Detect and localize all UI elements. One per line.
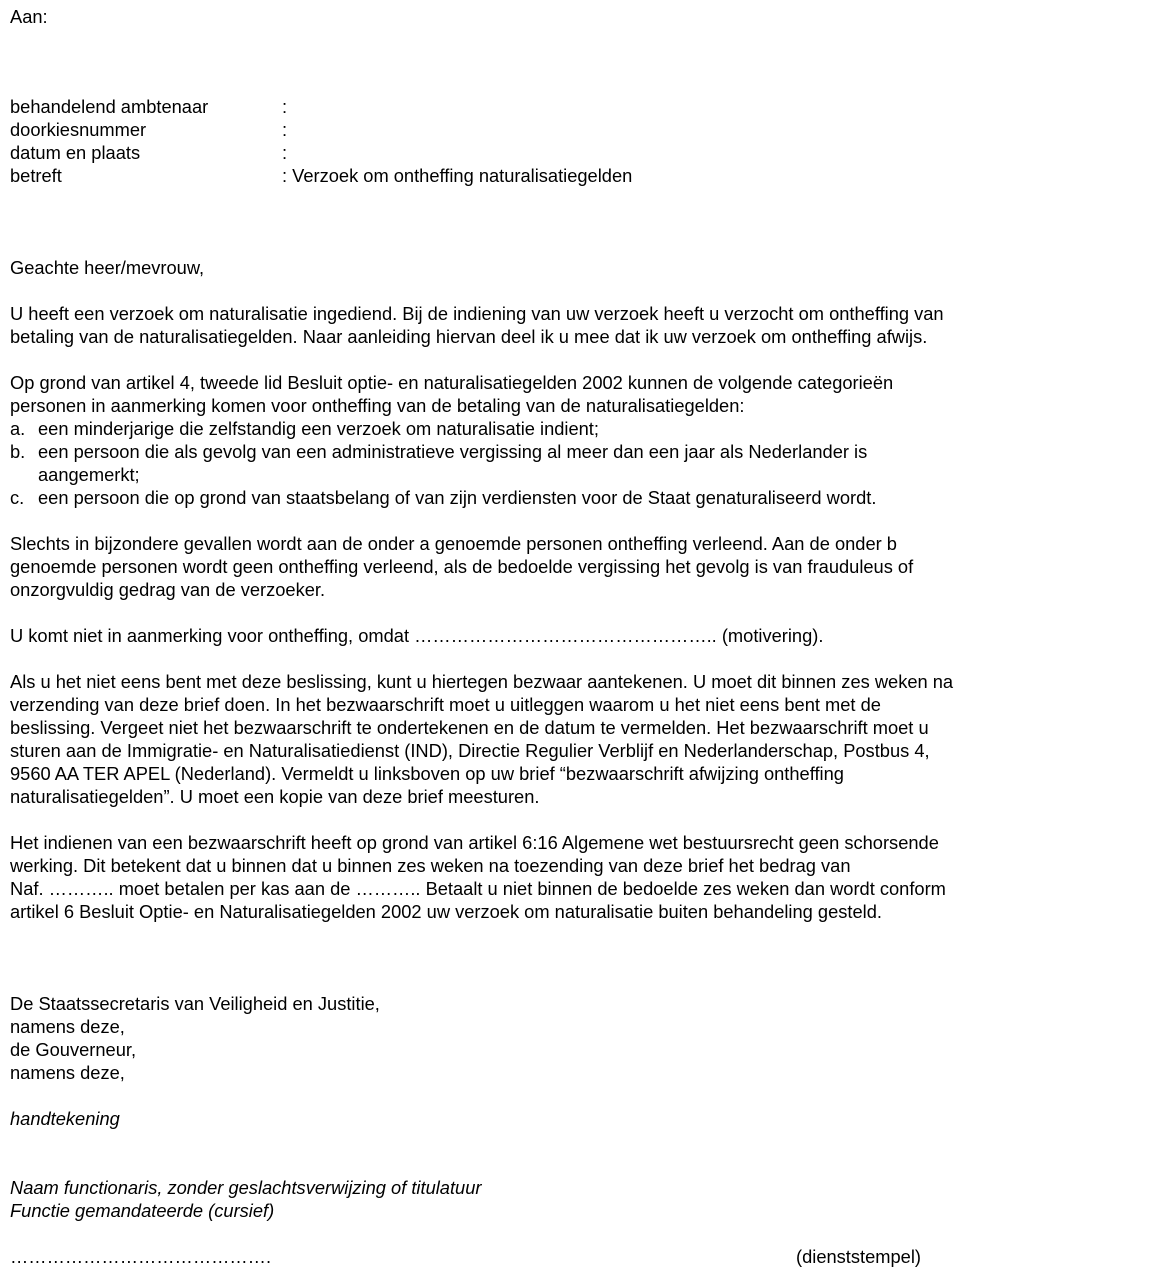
- list-letter-a: a.: [10, 418, 26, 439]
- para6-line: Naf. ……….. moet betalen per kas aan de ……….. Betaalt u niet binnen de bedoelde zes weken dan wordt conform: [10, 878, 946, 899]
- para6-line: artikel 6 Besluit Optie- en Naturalisatiegelden 2002 uw verzoek om naturalisatie buiten behandeling gesteld.: [10, 901, 882, 922]
- field-label-doorkiesnummer: doorkiesnummer: [10, 119, 147, 140]
- field-label-behandelend: behandelend ambtenaar: [10, 96, 209, 117]
- closing-line: de Gouverneur,: [10, 1039, 137, 1060]
- para2-line: Op grond van artikel 4, tweede lid Besluit optie- en naturalisatiegelden 2002 kunnen de volgende categorieën: [10, 372, 894, 393]
- signature-line: …………………………………….: [10, 1246, 272, 1267]
- list-item-a: een minderjarige die zelfstandig een verzoek om naturalisatie indient;: [38, 418, 599, 439]
- signature-placeholder: handtekening: [10, 1108, 120, 1129]
- para1-line: U heeft een verzoek om naturalisatie ingediend. Bij de indiening van uw verzoek heeft u verzocht om ontheffing van: [10, 303, 944, 324]
- service-stamp: (dienststempel): [796, 1246, 921, 1267]
- field-value-behandelend: :: [282, 96, 288, 117]
- para2-line: personen in aanmerking komen voor ontheffing van de betaling van de naturalisatiegelden:: [10, 395, 745, 416]
- para5-line: Als u het niet eens bent met deze beslissing, kunt u hiertegen bezwaar aantekenen. U moet dit binnen zes weken na: [10, 671, 954, 692]
- closing-line: De Staatssecretaris van Veiligheid en Justitie,: [10, 993, 380, 1014]
- para1-line: betaling van de naturalisatiegelden. Naar aanleiding hiervan deel ik u mee dat ik uw verzoek om ontheffing afwijs.: [10, 326, 928, 347]
- list-item-b: een persoon die als gevolg van een administratieve vergissing al meer dan een jaar als Nederlander is: [38, 441, 868, 462]
- para6-line: werking. Dit betekent dat u binnen dat u binnen zes weken na toezending van deze brief het bedrag van: [10, 855, 851, 876]
- list-item-b-cont: aangemerkt;: [38, 464, 140, 485]
- para3-line: onzorgvuldig gedrag van de verzoeker.: [10, 579, 326, 600]
- para5-line: 9560 AA TER APEL (Nederland). Vermeldt u linksboven op uw brief “bezwaarschrift afwijzing ontheffing: [10, 763, 844, 784]
- official-name: Naam functionaris, zonder geslachtsverwijzing of titulatuur: [10, 1177, 482, 1198]
- closing-line: namens deze,: [10, 1062, 125, 1083]
- para5-line: sturen aan de Immigratie- en Naturalisatiedienst (IND), Directie Regulier Verblijf en Nederlanderschap, Postbus 4,: [10, 740, 930, 761]
- field-value-datum: :: [282, 142, 288, 163]
- list-item-c: een persoon die op grond van staatsbelang of van zijn verdiensten voor de Staat genaturaliseerd wordt.: [38, 487, 877, 508]
- para5-line: naturalisatiegelden”. U moet een kopie van deze brief meesturen.: [10, 786, 540, 807]
- recipient-label: Aan:: [10, 6, 48, 27]
- official-function: Functie gemandateerde (cursief): [10, 1200, 275, 1221]
- list-letter-c: c.: [10, 487, 25, 508]
- para6-line: Het indienen van een bezwaarschrift heeft op grond van artikel 6:16 Algemene wet bestuursrecht geen schorsende: [10, 832, 939, 853]
- para5-line: beslissing. Vergeet niet het bezwaarschrift te ondertekenen en de datum te vermelden. Het bezwaarschrift moet u: [10, 717, 929, 738]
- para3-line: Slechts in bijzondere gevallen wordt aan de onder a genoemde personen ontheffing verleend. Aan de onder b: [10, 533, 897, 554]
- field-label-betreft: betreft: [10, 165, 62, 186]
- field-value-doorkiesnummer: :: [282, 119, 288, 140]
- para4-line: U komt niet in aanmerking voor ontheffing, omdat ………………………………………….. (motivering).: [10, 625, 824, 646]
- salutation: Geachte heer/mevrouw,: [10, 257, 205, 278]
- para3-line: genoemde personen wordt geen ontheffing verleend, als de bedoelde vergissing het gevolg is van frauduleus of: [10, 556, 914, 577]
- field-label-datum: datum en plaats: [10, 142, 141, 163]
- closing-line: namens deze,: [10, 1016, 125, 1037]
- para5-line: verzending van deze brief doen. In het bezwaarschrift moet u uitleggen waarom u het niet eens bent met de: [10, 694, 881, 715]
- field-value-betreft: : Verzoek om ontheffing naturalisatiegelden: [282, 165, 633, 186]
- list-letter-b: b.: [10, 441, 26, 462]
